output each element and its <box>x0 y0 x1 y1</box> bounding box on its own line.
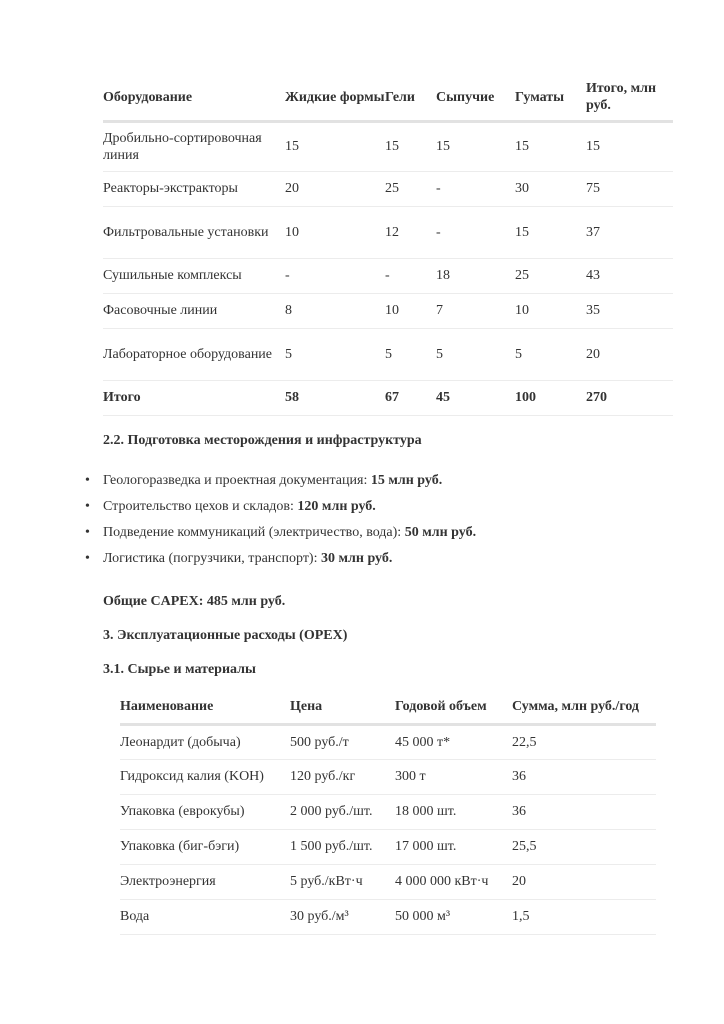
item-label: Подведение коммуникаций (электричество, вода): <box>103 525 405 540</box>
total-cell: 270 <box>586 380 673 415</box>
table-cell: 35 <box>586 293 673 328</box>
table-cell: 20 <box>285 171 385 206</box>
table-cell: Реакторы-экстракторы <box>103 171 285 206</box>
table-row <box>103 121 673 171</box>
table-cell: - <box>285 258 385 293</box>
table-cell: 20 <box>586 328 673 380</box>
table-cell: 75 <box>586 171 673 206</box>
table-cell: 50 000 м³ <box>395 899 512 934</box>
list-item <box>85 550 476 576</box>
table-cell: 18 000 шт. <box>395 794 512 829</box>
table-cell: 500 руб./т <box>290 724 395 759</box>
table-cell: 22,5 <box>512 724 656 759</box>
table-cell: 36 <box>512 759 656 794</box>
table-cell: 10 <box>515 293 586 328</box>
table-cell: Электроэнергия <box>120 864 290 899</box>
table-cell: 5 <box>385 328 436 380</box>
list-item <box>85 498 476 524</box>
column-header: Итого, млн руб. <box>586 75 673 121</box>
table-cell: Леонардит (добыча) <box>120 724 290 759</box>
table-cell: 15 <box>515 121 586 171</box>
table-cell: 15 <box>515 206 586 258</box>
total-cell: 67 <box>385 380 436 415</box>
table-cell: 30 <box>515 171 586 206</box>
item-label: Строительство цехов и складов: <box>103 499 298 514</box>
table-row <box>120 864 656 899</box>
table-cell: Вода <box>120 899 290 934</box>
table-cell: Лабораторное оборудование <box>103 328 285 380</box>
table-cell: Гидроксид калия (KOH) <box>120 759 290 794</box>
section-heading: 3. Эксплуатационные расходы (OPEX) <box>103 628 348 643</box>
item-label: Логистика (погрузчики, транспорт): <box>103 551 321 566</box>
table-cell: 45 000 т* <box>395 724 512 759</box>
table-row <box>120 829 656 864</box>
table-cell: - <box>436 206 515 258</box>
table-cell: 17 000 шт. <box>395 829 512 864</box>
table-row <box>103 328 673 380</box>
equipment-table <box>103 75 673 416</box>
table-cell: 15 <box>285 121 385 171</box>
list-item <box>85 472 476 498</box>
column-header: Гуматы <box>515 75 586 121</box>
column-header: Сыпучие <box>436 75 515 121</box>
table-cell: 20 <box>512 864 656 899</box>
total-cell: Итого <box>103 380 285 415</box>
column-header: Оборудование <box>103 75 285 121</box>
table-cell: 8 <box>285 293 385 328</box>
table-cell: 25 <box>515 258 586 293</box>
table-row <box>103 258 673 293</box>
table-cell: 2 000 руб./шт. <box>290 794 395 829</box>
column-header: Наименование <box>120 690 290 724</box>
table-cell: Сушильные комплексы <box>103 258 285 293</box>
table-row <box>103 206 673 258</box>
table-cell: 5 <box>285 328 385 380</box>
table-cell: 1 500 руб./шт. <box>290 829 395 864</box>
item-label: Геологоразведка и проектная документация: <box>103 473 371 488</box>
table-cell: Фасовочные линии <box>103 293 285 328</box>
table-cell: 5 руб./кВт·ч <box>290 864 395 899</box>
table-header-row <box>120 690 656 724</box>
table-cell: 15 <box>436 121 515 171</box>
total-cell: 45 <box>436 380 515 415</box>
table-cell: Дробильно-сортировочная линия <box>103 121 285 171</box>
item-amount: 15 млн руб. <box>370 473 443 488</box>
table-cell: 36 <box>512 794 656 829</box>
table-cell: 18 <box>436 258 515 293</box>
table-cell: 4 000 000 кВт·ч <box>395 864 512 899</box>
table-cell: 43 <box>586 258 673 293</box>
list-item <box>85 524 476 550</box>
bullet-list <box>85 472 476 576</box>
table-cell: Фильтровальные установки <box>103 206 285 258</box>
table-row <box>120 759 656 794</box>
column-header: Сумма, млн руб./год <box>512 690 656 724</box>
table-cell: 25,5 <box>512 829 656 864</box>
table-cell: Упаковка (еврокубы) <box>120 794 290 829</box>
capex-total: Общие CAPEX: 485 млн руб. <box>103 594 286 609</box>
item-amount: 50 млн руб. <box>404 525 477 540</box>
table-cell: 15 <box>385 121 436 171</box>
table-row <box>103 293 673 328</box>
table-cell: Упаковка (биг-бэги) <box>120 829 290 864</box>
table-cell: 25 <box>385 171 436 206</box>
column-header: Годовой объем <box>395 690 512 724</box>
table-row <box>103 171 673 206</box>
table-cell: 7 <box>436 293 515 328</box>
table-cell: 10 <box>285 206 385 258</box>
item-amount: 30 млн руб. <box>320 551 393 566</box>
sub-heading: 3.1. Сырье и материалы <box>103 662 256 677</box>
total-row <box>103 380 673 415</box>
table-cell: 5 <box>436 328 515 380</box>
table-cell: 15 <box>586 121 673 171</box>
column-header: Жидкие формы <box>285 75 385 121</box>
table-cell: 300 т <box>395 759 512 794</box>
table-cell: 12 <box>385 206 436 258</box>
table-cell: - <box>385 258 436 293</box>
table-row <box>120 899 656 934</box>
table-cell: 37 <box>586 206 673 258</box>
table-cell: 120 руб./кг <box>290 759 395 794</box>
table-header-row <box>103 75 673 121</box>
total-cell: 58 <box>285 380 385 415</box>
section-heading: 2.2. Подготовка месторождения и инфраструктура <box>103 433 422 448</box>
table-cell: 5 <box>515 328 586 380</box>
table-cell: - <box>436 171 515 206</box>
table-row <box>120 724 656 759</box>
column-header: Гели <box>385 75 436 121</box>
column-header: Цена <box>290 690 395 724</box>
table-row <box>120 794 656 829</box>
table-cell: 1,5 <box>512 899 656 934</box>
total-cell: 100 <box>515 380 586 415</box>
item-amount: 120 млн руб. <box>297 499 376 514</box>
materials-table <box>120 690 656 935</box>
table-cell: 30 руб./м³ <box>290 899 395 934</box>
table-cell: 10 <box>385 293 436 328</box>
